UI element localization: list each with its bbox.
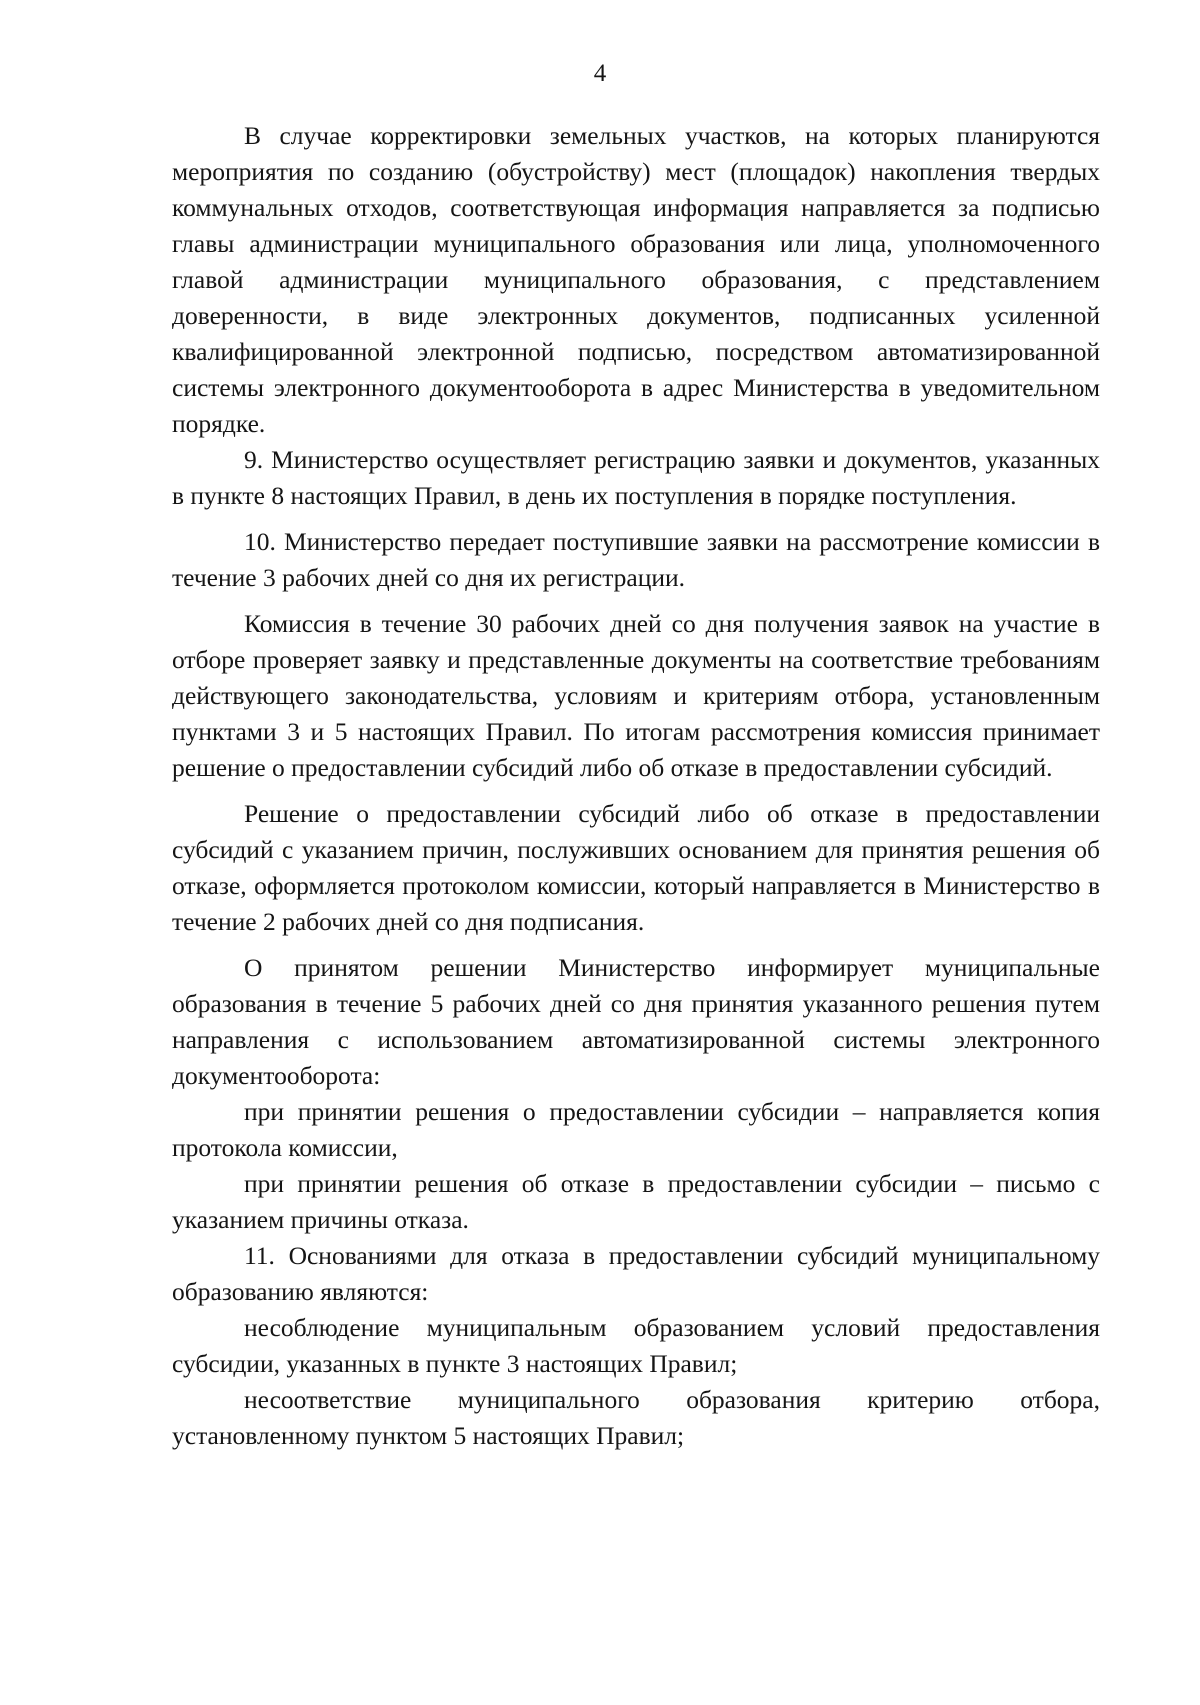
paragraph-decision-protocol: Решение о предоставлении субсидий либо об отказе в предоставлении субсидий с указанием причин, послуживших основанием для принятия решения об отказе, оформляется протоколом комиссии, который направляется в Министерство в течение 2 рабочих дней со дня подписания.: [172, 799, 1100, 936]
paragraph-ministry-informs: О принятом решении Министерство информирует муниципальные образования в течение 5 рабочих дней со дня принятия указанного решения путем направления с использованием автоматизированной системы электронного документооборота:: [172, 953, 1100, 1090]
paragraph-decision-grant: при принятии решения о предоставлении субсидии – направляется копия протокола комиссии,: [172, 1097, 1100, 1162]
paragraph-land-plot-correction: В случае корректировки земельных участков, на которых планируются мероприятия по созданию (обустройству) мест (площадок) накопления твердых коммунальных отходов, соответствующая информация направляется за подписью главы администрации муниципального образования или лица, уполномоченного главой администрации муниципального образования, с представлением доверенности, в виде электронных документов, подписанных усиленной квалифицированной электронной подписью, посредством автоматизированной системы электронного документооборота в адрес Министерства в уведомительном порядке.: [172, 121, 1100, 438]
paragraph-clause-10: 10. Министерство передает поступившие заявки на рассмотрение комиссии в течение 3 рабочих дней со дня их регистрации.: [172, 527, 1100, 592]
document-body: [172, 118, 1100, 1454]
paragraph-refusal-reason-criteria: несоответствие муниципального образования критерию отбора, установленному пунктом 5 настоящих Правил;: [172, 1385, 1100, 1450]
paragraph-clause-9: 9. Министерство осуществляет регистрацию заявки и документов, указанных в пункте 8 настоящих Правил, в день их поступления в порядке поступления.: [172, 445, 1100, 510]
paragraph-decision-refusal: при принятии решения об отказе в предоставлении субсидии – письмо с указанием причины отказа.: [172, 1169, 1100, 1234]
paragraph-commission-review: Комиссия в течение 30 рабочих дней со дня получения заявок на участие в отборе проверяет заявку и представленные документы на соответствие требованиям действующего законодательства, условиям и критериям отбора, установленным пунктами 3 и 5 настоящих Правил. По итогам рассмотрения комиссия принимает решение о предоставлении субсидий либо об отказе в предоставлении субсидий.: [172, 609, 1100, 782]
page-number: 4: [593, 60, 607, 87]
paragraph-refusal-reason-conditions: несоблюдение муниципальным образованием условий предоставления субсидии, указанных в пункте 3 настоящих Правил;: [172, 1313, 1100, 1378]
paragraph-clause-11: 11. Основаниями для отказа в предоставлении субсидий муниципальному образованию являются:: [172, 1241, 1100, 1306]
